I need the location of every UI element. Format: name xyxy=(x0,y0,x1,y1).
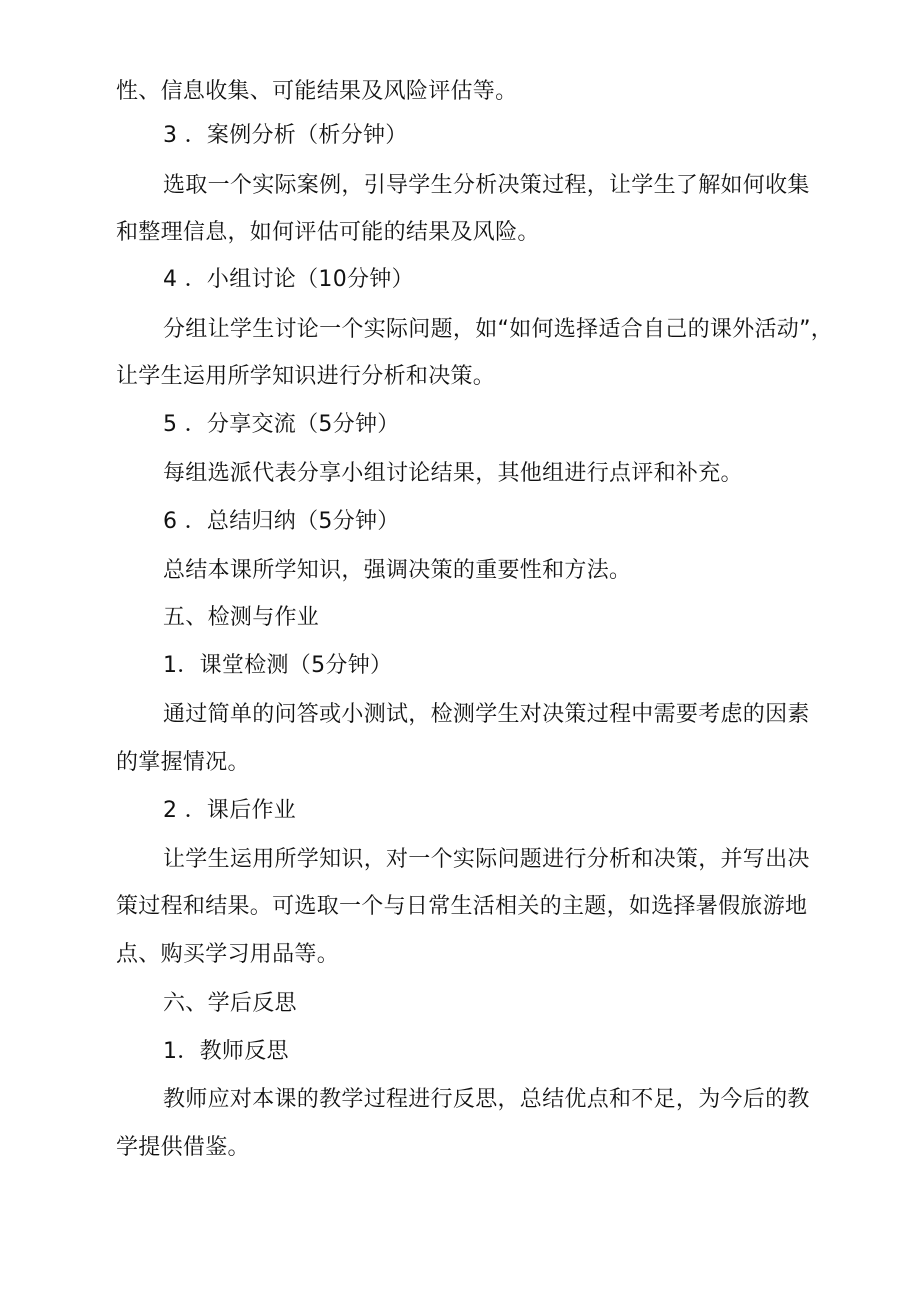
chapter-heading: 五、检测与作业 xyxy=(163,605,320,630)
paragraph-line: 的掌握情况。 xyxy=(116,750,250,775)
section-heading: 1．教师反思 xyxy=(163,1039,289,1064)
paragraph-line: 选取一个实际案例，引导学生分析决策过程，让学生了解如何收集 xyxy=(163,173,810,198)
section-heading: 4 ．小组讨论（10分钟） xyxy=(163,267,414,292)
chapter-heading: 六、学后反思 xyxy=(163,991,297,1016)
paragraph-line: 让学生运用所学知识进行分析和决策。 xyxy=(116,364,496,389)
section-heading: 5 ．分享交流（5分钟） xyxy=(163,412,400,437)
paragraph-line: 学提供借鉴。 xyxy=(116,1135,250,1160)
paragraph-line: 教师应对本课的教学过程进行反思，总结优点和不足，为今后的教 xyxy=(163,1087,810,1112)
section-heading: 2 ．课后作业 xyxy=(163,798,297,823)
paragraph-line: 分组让学生讨论一个实际问题，如“如何选择适合自己的课外活动”， xyxy=(163,317,834,342)
paragraph-line: 策过程和结果。可选取一个与日常生活相关的主题，如选择暑假旅游地 xyxy=(116,894,808,919)
section-heading: 1．课堂检测（5分钟） xyxy=(163,653,393,678)
paragraph-line: 让学生运用所学知识，对一个实际问题进行分析和决策，并写出决 xyxy=(163,847,810,872)
section-heading: 3 ．案例分析（析分钟） xyxy=(163,123,408,148)
paragraph-line: 通过简单的问答或小测试，检测学生对决策过程中需要考虑的因素 xyxy=(163,702,810,727)
paragraph-line: 每组选派代表分享小组讨论结果，其他组进行点评和补充。 xyxy=(163,461,743,486)
paragraph-line: 和整理信息，如何评估可能的结果及风险。 xyxy=(116,220,540,245)
paragraph-line: 性、信息收集、可能结果及风险评估等。 xyxy=(116,79,518,104)
section-heading: 6 ．总结归纳（5分钟） xyxy=(163,509,400,534)
paragraph-line: 总结本课所学知识，强调决策的重要性和方法。 xyxy=(163,558,632,583)
paragraph-line: 点、购买学习用品等。 xyxy=(116,942,340,967)
